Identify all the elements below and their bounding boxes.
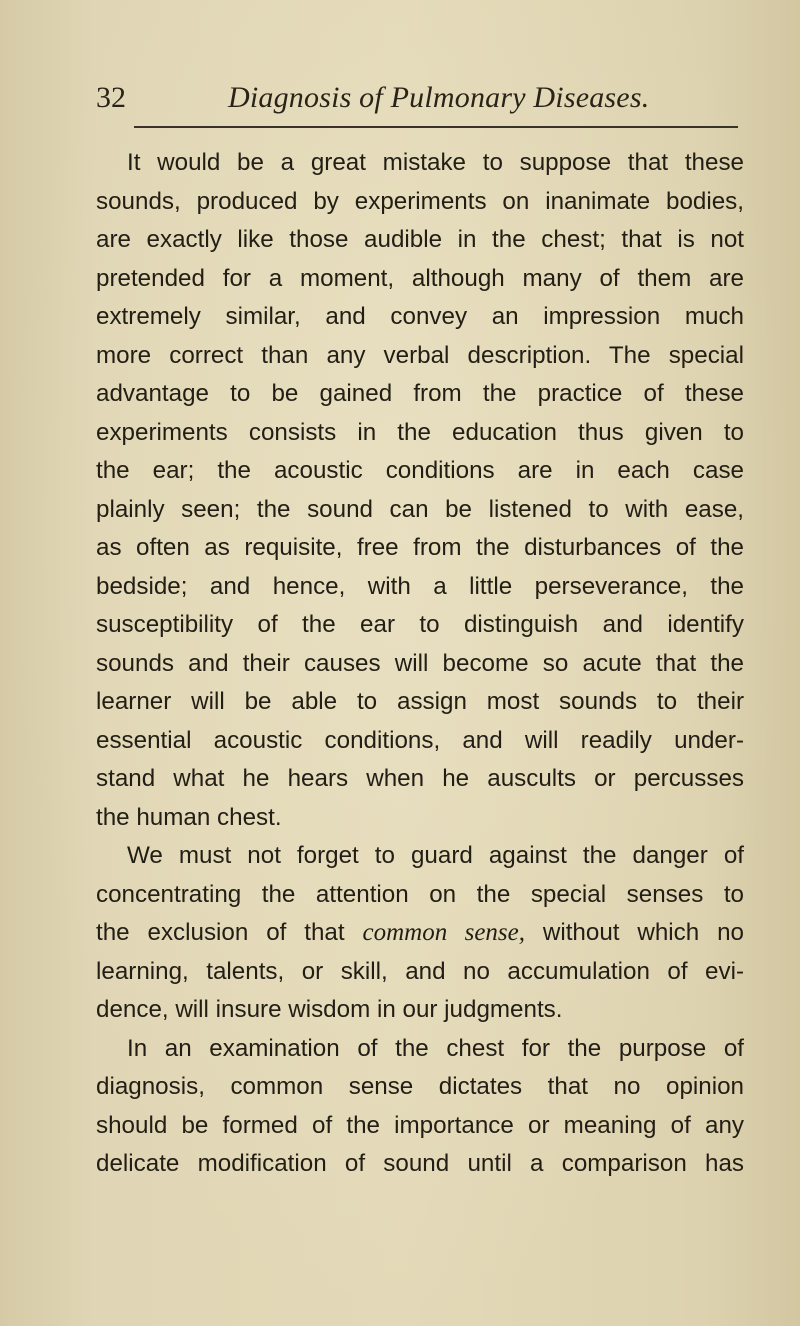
text-line: learner will be able to assign most sounds to their	[96, 688, 744, 715]
text-run: the exclusion of that	[96, 919, 363, 946]
text-line: concentrating the attention on the special senses to	[96, 880, 744, 908]
text-line: sounds, produced by experiments on inanimate bodies,	[96, 187, 744, 215]
text-line: the human chest.	[96, 803, 282, 831]
text-line: experiments consists in the education thus given to	[96, 418, 744, 446]
text-run: without which no	[525, 919, 745, 946]
text-line: are exactly like those audible in the chest; that is not	[96, 226, 744, 253]
text-line: more correct than any verbal description. The special	[96, 341, 744, 369]
text-line: In an examination of the chest for the purpose of	[127, 1034, 744, 1062]
text-line: pretended for a moment, although many of them are	[96, 264, 744, 292]
text-line: diagnosis, common sense dictates that no opinion	[96, 1073, 744, 1100]
text-line: susceptibility of the ear to distinguish and identify	[96, 611, 744, 638]
page-number: 32	[96, 81, 126, 114]
text-line: sounds and their causes will become so acute that the	[96, 649, 744, 677]
text-line: essential acoustic conditions, and will readily under-	[96, 726, 744, 754]
paragraph-3	[96, 1030, 744, 1184]
text-line: It would be a great mistake to suppose that these	[127, 149, 744, 176]
paragraph-2	[96, 837, 744, 1030]
text-line: advantage to be gained from the practice of these	[96, 380, 744, 407]
text-line: learning, talents, or skill, and no accumulation of evi-	[96, 957, 744, 985]
running-title: Diagnosis of Pulmonary Diseases.	[228, 81, 650, 114]
body-text	[96, 144, 744, 1184]
text-line: delicate modification of sound until a comparison has	[96, 1150, 744, 1177]
paragraph-1	[96, 144, 744, 837]
text-line: We must not forget to guard against the danger of	[127, 842, 744, 869]
header-rule	[134, 126, 738, 128]
text-line: extremely similar, and convey an impression much	[96, 303, 744, 330]
text-line: should be formed of the importance or meaning of any	[96, 1111, 744, 1139]
italic-phrase: common sense,	[362, 919, 525, 946]
text-line: bedside; and hence, with a little perseverance, the	[96, 572, 744, 600]
text-line: plainly seen; the sound can be listened to with ease,	[96, 495, 744, 523]
text-line: dence, will insure wisdom in our judgments.	[96, 996, 563, 1023]
running-head	[96, 80, 751, 122]
text-line: the ear; the acoustic conditions are in each case	[96, 457, 744, 484]
text-line: as often as requisite, free from the disturbances of the	[96, 534, 744, 561]
text-line-with-italic	[96, 914, 744, 953]
text-line: stand what he hears when he auscults or percusses	[96, 765, 744, 792]
